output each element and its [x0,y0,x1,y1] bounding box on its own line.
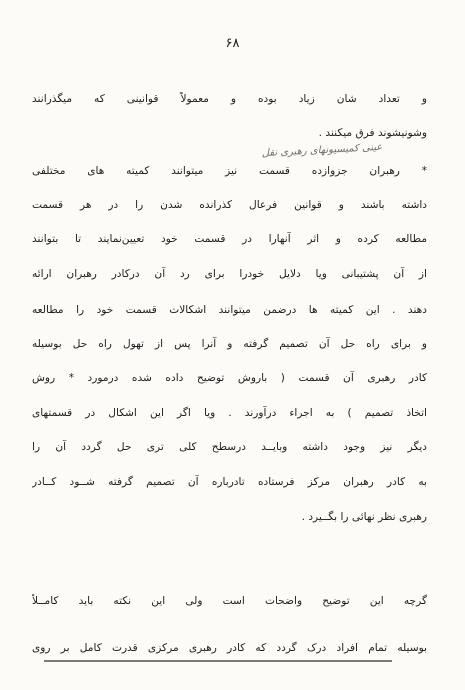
text-line-8: و برای راه حل آن تصمیم گرفته و آنرا پس از تهول راه حل بوسیله [32,338,427,350]
text-line-15: بوسیله تمام افراد درک گردد که کادر رهبری مرکزی قدرت کامل بر روی [32,642,427,654]
text-line-6: از آن پشتیبانی ویا دلایل خودرا برای رد آن درکادر رهبران ارائه [32,268,427,280]
text-line-13: رهبری نظر نهائی را بگــیرد . [301,511,427,523]
page-number: ۶۸ [225,36,240,51]
text-line-7: دهند . این کمیته ها درضمن میتوانند اشکالات قسمت خود را مطالعه [32,304,427,316]
text-line-1: و تعداد شان زیاد بوده و معمولاً قوانینی که میگذرانند [32,93,427,105]
text-line-12: به کادر رهبران مرکز فرستاده تادرباره آن تصمیم گرفته شــود کــادر [32,476,427,488]
text-line-3: * رهبران جزوازده قسمت نیز میتوانند کمیته های مختلفی [32,165,427,177]
text-line-5: مطالعه کرده و اثر آنهارا در قسمت خود تعیین‌نمایند تا بتوانند [32,233,427,245]
underline-mark [44,660,392,662]
text-line-11: دیگر نیز وجود داشته وبایــد درسطح کلی تری حل گردد آن را [32,441,427,453]
text-line-10: اتخاذ تصمیم ) به اجراء درآورند . ویا اگر این اشکال در قسمتهای [32,407,427,419]
text-line-4: داشته باشند و قوانین فرعال کذرانده شدن را در هر قسمت [32,199,427,211]
text-line-14: گرچه این توضیح واضحات است ولی این نکته باید کامــلاً [32,595,427,607]
text-line-9: کادر رهبری آن قسمت ( باروش توضیح داده شده درمورد * روش [32,372,427,384]
handwritten-annotation: عینی کمیسیونهای رهبری نقل [261,141,383,160]
text-line-2: وشونیشوند فرق میکنند . [318,127,427,139]
